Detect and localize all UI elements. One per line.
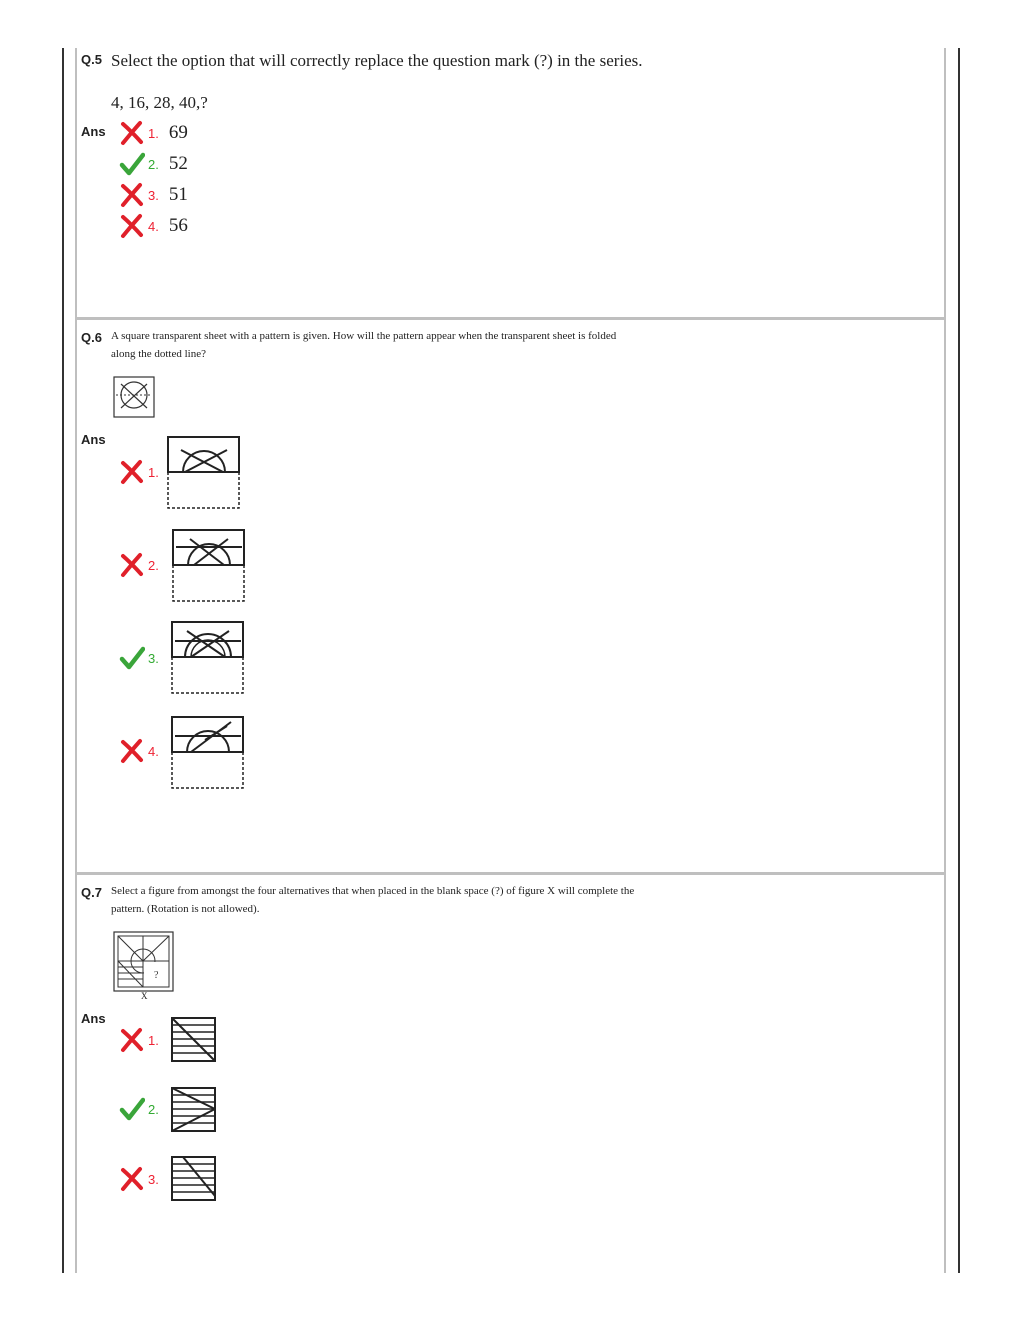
option-number: 3. xyxy=(148,650,159,666)
option-3-figure xyxy=(171,1156,217,1202)
wrong-icon xyxy=(119,1166,145,1192)
question-text-line1: A square transparent sheet with a pattern is given. How will the pattern appear when the transparent sheet is folded xyxy=(111,330,617,342)
option-3-figure xyxy=(171,621,245,695)
option-number: 4. xyxy=(148,743,159,759)
answer-label: Ans xyxy=(81,124,106,139)
question-panel-q5 xyxy=(75,48,946,320)
figure-question-mark: ? xyxy=(154,970,159,981)
option-4[interactable] xyxy=(119,213,188,239)
option-1[interactable] xyxy=(119,459,159,485)
question-text: Select the option that will correctly replace the question mark (?) in the series. xyxy=(111,51,643,70)
option-number: 2. xyxy=(148,1101,159,1117)
option-1-figure xyxy=(167,436,241,510)
wrong-icon xyxy=(119,120,145,146)
right-page-rule xyxy=(958,48,960,1273)
question-number: Q.7 xyxy=(81,885,102,900)
question-number: Q.5 xyxy=(81,52,102,67)
option-2[interactable] xyxy=(119,1096,159,1122)
question-text-line1: Select a figure from amongst the four alternatives that when placed in the blank space (?) of figure X will complete the xyxy=(111,885,635,897)
wrong-icon xyxy=(119,182,145,208)
question-text-line2: pattern. (Rotation is not allowed). xyxy=(111,903,260,915)
option-value: 69 xyxy=(168,122,188,143)
option-2[interactable] xyxy=(119,151,188,177)
option-4[interactable] xyxy=(119,738,159,764)
option-3[interactable] xyxy=(119,182,188,208)
question-panel-q6 xyxy=(75,320,946,875)
wrong-icon xyxy=(119,738,145,764)
correct-icon xyxy=(119,151,145,177)
option-2-figure xyxy=(172,529,246,603)
option-number: 1. xyxy=(148,464,159,480)
answer-label: Ans xyxy=(81,432,106,447)
question-figure xyxy=(113,376,155,418)
wrong-icon xyxy=(119,1027,145,1053)
option-4-figure xyxy=(171,716,245,790)
question-number: Q.6 xyxy=(81,330,102,345)
figure-label: X xyxy=(141,991,148,1001)
option-1[interactable] xyxy=(119,1027,159,1053)
wrong-icon xyxy=(119,213,145,239)
option-number: 2. xyxy=(148,156,159,172)
left-page-rule xyxy=(62,48,64,1273)
correct-icon xyxy=(119,645,145,671)
option-2[interactable] xyxy=(119,552,159,578)
question-figure-x xyxy=(113,931,175,993)
option-number: 1. xyxy=(148,1032,159,1048)
question-text-line2: along the dotted line? xyxy=(111,348,206,360)
correct-icon xyxy=(119,1096,145,1122)
option-number: 1. xyxy=(148,125,159,141)
option-1-figure xyxy=(171,1017,217,1063)
wrong-icon xyxy=(119,459,145,485)
option-value: 56 xyxy=(168,215,188,236)
option-3[interactable] xyxy=(119,1166,159,1192)
answer-label: Ans xyxy=(81,1011,106,1026)
option-number: 3. xyxy=(148,187,159,203)
option-value: 52 xyxy=(168,153,188,174)
option-number: 2. xyxy=(148,557,159,573)
option-number: 4. xyxy=(148,218,159,234)
option-1[interactable] xyxy=(119,120,188,146)
option-2-figure xyxy=(171,1087,217,1133)
question-series: 4, 16, 28, 40,? xyxy=(111,93,208,112)
wrong-icon xyxy=(119,552,145,578)
question-panel-q7 xyxy=(75,875,946,1273)
option-number: 3. xyxy=(148,1171,159,1187)
option-value: 51 xyxy=(168,184,188,205)
option-3[interactable] xyxy=(119,645,159,671)
